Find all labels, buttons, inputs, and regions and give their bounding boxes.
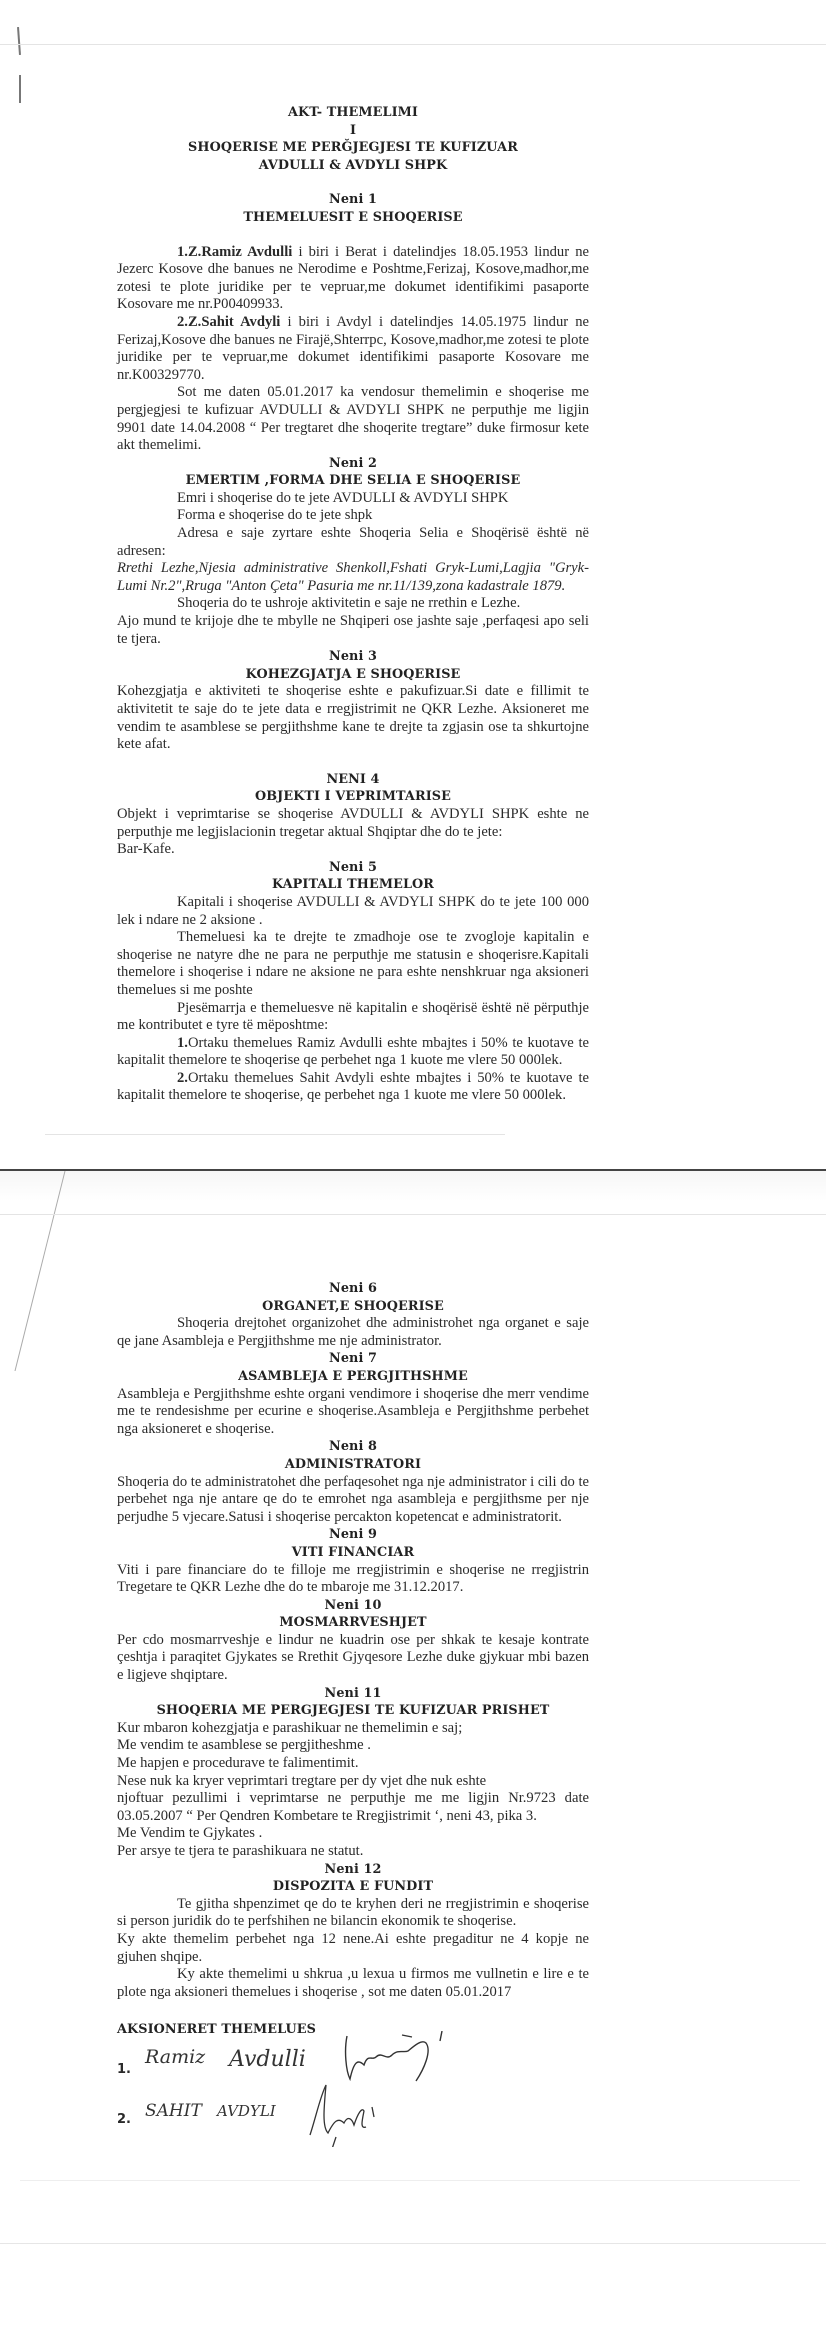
address-text: Rrethi Lezhe,Njesia administrative Shenkoll,Fshati Gryk-Lumi,Lagjia "Gryk-Lumi Nr.2",Rruga "Anton Çeta" Pasuria me nr.11/139,zona kadastrale 1879. — [117, 560, 589, 594]
paragraph: Pjesëmarrja e themeluesve në kapitalin e shoqërisë është në përputhje me kontributet e tyre të mëposhtme: — [117, 999, 589, 1034]
article-number: Neni 10 — [324, 1597, 382, 1613]
paragraph: Sot me daten 05.01.2017 ka vendosur themelimin e shoqerise me pergjegjesi te kufizuar AVDULLI & AVDYLI SHPK ne perputhje me ligjin 9901 date 14.04.2008 “ Per tregtaret dhe shoqerite tregtare” duke firmosur kete akt themelimi. — [117, 384, 589, 454]
document-page-1 — [0, 0, 826, 1169]
article-heading: SHOQERIA ME PERGJEGJESI TE KUFIZUAR PRISHET — [156, 1703, 550, 1719]
paragraph: Kapitali i shoqerise AVDULLI & AVDYLI SHPK do te jete 100 000 lek i ndare ne 2 aksione . — [117, 893, 589, 928]
paragraph — [117, 314, 589, 384]
article-heading: KAPITALI THEMELOR — [271, 877, 435, 893]
article-number: Neni 11 — [324, 1685, 382, 1701]
article-heading: OBJEKTI I VEPRIMTARISE — [255, 789, 451, 805]
paragraph: njoftuar pezullimi i veprimtarse ne perputhje me me ligjin Nr.9723 date 03.05.2007 “ Per Qendren Kombetare te Rregjistrimit ‘, neni 43, pika 3. — [117, 1790, 589, 1824]
item-number: 1. — [177, 1034, 188, 1051]
paragraph — [117, 1070, 589, 1105]
article-heading: MOSMARRVESHJET — [279, 1615, 427, 1631]
item-number: 2. — [177, 1069, 188, 1086]
article-number: Neni 12 — [324, 1861, 382, 1877]
paragraph: Per arsye te tjera te parashikuara ne statut. — [117, 1843, 364, 1859]
scan-fold-line — [0, 44, 826, 45]
paragraph: Shoqeria do te ushroje aktivitetin e saje ne rrethin e Lezhe. — [177, 595, 521, 612]
page-2-content — [117, 1280, 589, 2139]
article-heading: VITI FINANCIAR — [291, 1544, 415, 1560]
scan-fold-line — [45, 1134, 505, 1135]
article-heading: ADMINISTRATORI — [284, 1456, 422, 1472]
article-number: Neni 1 — [329, 192, 377, 208]
paragraph: Viti i pare financiare do te filloje me rregjistrimin e shoqerise ne rregjistrin Tregetare te QKR Lezhe dhe do te mbaroje me 31.12.2017. — [117, 1561, 589, 1596]
signature-number: 1. — [117, 2061, 131, 2077]
paragraph: Me vendim te asamblese se pergjitheshme . — [117, 1737, 371, 1754]
handwritten-last-name: AVDYLI — [217, 2101, 276, 2120]
paragraph: Themeluesi ka te drejte te zmadhoje ose te zvogloje kapitalin e shoqerise ne natyre dhe ne para ne perputhje me statusin e shoqerisre.Kapitali themelore i shoqerise i ndare ne aksione ne para eshte nenshkruar nga aksioneri themelues si me poshte — [117, 929, 589, 998]
handwritten-first-name: Ramiz — [145, 2045, 206, 2068]
signature-scribble — [302, 2077, 382, 2147]
paragraph: Me hapjen e procedurave te falimentimit. — [117, 1755, 359, 1772]
handwritten-first-name: SAHIT — [145, 2100, 202, 2121]
scan-fold-line — [0, 2243, 826, 2244]
article-heading: ORGANET,E SHOQERISE — [262, 1298, 444, 1314]
paragraph: Forma e shoqerise do te jete shpk — [177, 507, 373, 524]
paragraph — [117, 244, 589, 314]
paragraph: Kohezgjatja e aktiviteti te shoqerise eshte e pakufizuar.Si date e fillimit te aktivitetit te saje do te jete data e rregjistrimit ne QKR Lezhe. Aksioneret me vendim te asamblese se pergjithshme kane te drejte ta zgjasin ose ta shkurtojne kete afat. — [117, 683, 589, 753]
article-number: Neni 6 — [329, 1281, 377, 1296]
article-number: NENI 4 — [326, 771, 380, 787]
paragraph: Te gjitha shpenzimet qe do te kryhen deri ne rregjistrimin e shoqerise si person juridik do te perfshihen ne bilancin ekonomik te shoqerise. — [117, 1895, 589, 1930]
doc-title-line: AKT- THEMELIMI — [287, 105, 419, 120]
article-number: Neni 2 — [329, 455, 377, 471]
doc-title-line: I — [349, 122, 357, 138]
paragraph-text: i biri i Berat i datelindjes 18.05.1953 lindur ne Jezerc Kosove dhe banues ne Nerodime e Poshtme,Ferizaj, Kosove,madhor,me zotesi te plote juridike per te vepruar,me dokumet identifikimi pasaporte Kosovare me nr.P00409933. — [117, 243, 589, 313]
paragraph: Shoqeria drejtohet organizohet dhe administrohet nga organet e saje qe jane Asambleja e Pergjithshme me nje administrator. — [117, 1315, 589, 1349]
paragraph: Shoqeria do te administratohet dhe perfaqesohet nga nje administrator i cili do te perbehet nga nje antare qe do te emrohet nga asambleja e pergjithsme per nje perjudhe 5 vjecare.Satusi i shoqerise percakton kopetencat e administratorit. — [117, 1473, 589, 1525]
scan-fold-line — [0, 1214, 826, 1215]
article-heading: ASAMBLEJA E PERGJITHSHME — [238, 1368, 468, 1384]
article-number: Neni 7 — [329, 1351, 377, 1367]
paragraph: Asambleja e Pergjithshme eshte organi vendimore i shoqerise dhe merr vendime me te rendesishme per ecurine e shoqerise.Asambleja e Pergjithshme perbehet nga aksioneret e shoqerise. — [117, 1385, 589, 1437]
paragraph: Ky akte themelim perbehet nga 12 nene.Ai eshte pregaditur ne 4 kopje ne gjuhen shqipe. — [117, 1930, 589, 1965]
paragraph-text: Ortaku themelues Ramiz Avdulli eshte mbajtes i 50% te kuotave te kapitalit themelore te shoqerise qe perbehet nga 1 kuote me vlere 50 000lek. — [117, 1034, 589, 1069]
pen-mark — [19, 75, 21, 103]
signature-row-2 — [117, 2089, 589, 2139]
article-heading: EMERTIM ,FORMA DHE SELIA E SHOQERISE — [185, 473, 521, 489]
doc-title-line: AVDULLI & AVDYLI SHPK — [258, 157, 448, 173]
article-number: Neni 5 — [329, 859, 377, 875]
article-heading: DISPOZITA E FUNDIT — [272, 1879, 434, 1895]
paragraph: Adresa e saje zyrtare eshte Shoqeria Selia e Shoqërisë është në adresen: — [117, 525, 589, 559]
paragraph: Bar-Kafe. — [117, 841, 175, 858]
signature-number: 2. — [117, 2111, 131, 2127]
scan-fold-line — [20, 2180, 800, 2181]
document-page-2 — [0, 1169, 826, 2340]
paragraph: Me Vendim te Gjykates . — [117, 1825, 263, 1842]
paragraph: Kur mbaron kohezgjatja e parashikuar ne themelimin e saj; — [117, 1719, 463, 1736]
signatures-heading: AKSIONERET THEMELUES — [117, 2022, 316, 2038]
paragraph: Nese nuk ka kryer veprimtari tregtare per dy vjet dhe nuk eshte — [117, 1772, 487, 1789]
paragraph-text: Ortaku themelues Sahit Avdyli eshte mbajtes i 50% te kuotave te kapitalit themelore te shoqerise, qe perbehet nga 1 kuote me vlere 50 000lek. — [117, 1069, 589, 1104]
founder-name: 1.Z.Ramiz Avdulli — [177, 243, 293, 260]
paragraph: Per cdo mosmarrveshje e lindur ne kuadrin ose per shkak te kesaje kontrate çeshtja i paraqitet Gjykates se Rrethit Gjyqesore Lezhe duke gjykuar mbi bazen e ligjeve shqiptare. — [117, 1631, 589, 1684]
paragraph — [117, 1035, 589, 1070]
paragraph: Ajo mund te krijoje dhe te mbylle ne Shqiperi ose jashte saje ,perfaqesi apo seli te tjera. — [117, 613, 589, 647]
paragraph-text: i biri i Avdyl i datelindjes 14.05.1975 lindur ne Ferizaj,Kosove dhe banues ne Firajë,Shterrpc, Kosove,madhor,me zotesi te plote juridike per te vepruar,me dokumet identifikimi pasaporte Kosovare me nr.K00329770. — [117, 313, 590, 383]
paragraph: Ky akte themelimi u shkrua ,u lexua u firmos me vullnetin e lire e te plote nga aksioneri themelues i shoqerise , sot me daten 05.01.2017 — [117, 1966, 589, 2000]
article-number: Neni 3 — [329, 649, 377, 665]
page-corner-shadow — [0, 1171, 70, 1371]
paragraph: Emri i shoqerise do te jete AVDULLI & AVDYLI SHPK — [177, 489, 509, 506]
page-1-content — [117, 104, 589, 1105]
paragraph: Objekt i veprimtarise se shoqerise AVDULLI & AVDYLI SHPK eshte ne perputhje me legjislacionin tregetar aktual Shqiptar dhe do te jete: — [117, 805, 589, 840]
article-number: Neni 8 — [329, 1439, 377, 1455]
handwritten-last-name: Avdulli — [229, 2046, 306, 2072]
article-number: Neni 9 — [329, 1527, 377, 1543]
pen-mark — [17, 27, 21, 55]
article-heading: THEMELUESIT E SHOQERISE — [243, 209, 463, 225]
doc-title-line: SHOQERISE ME PERĞJEGJESI TE KUFIZUAR — [188, 140, 518, 156]
founder-name: 2.Z.Sahit Avdyli — [177, 313, 281, 330]
article-heading: KOHEZGJATJA E SHOQERISE — [245, 666, 461, 682]
